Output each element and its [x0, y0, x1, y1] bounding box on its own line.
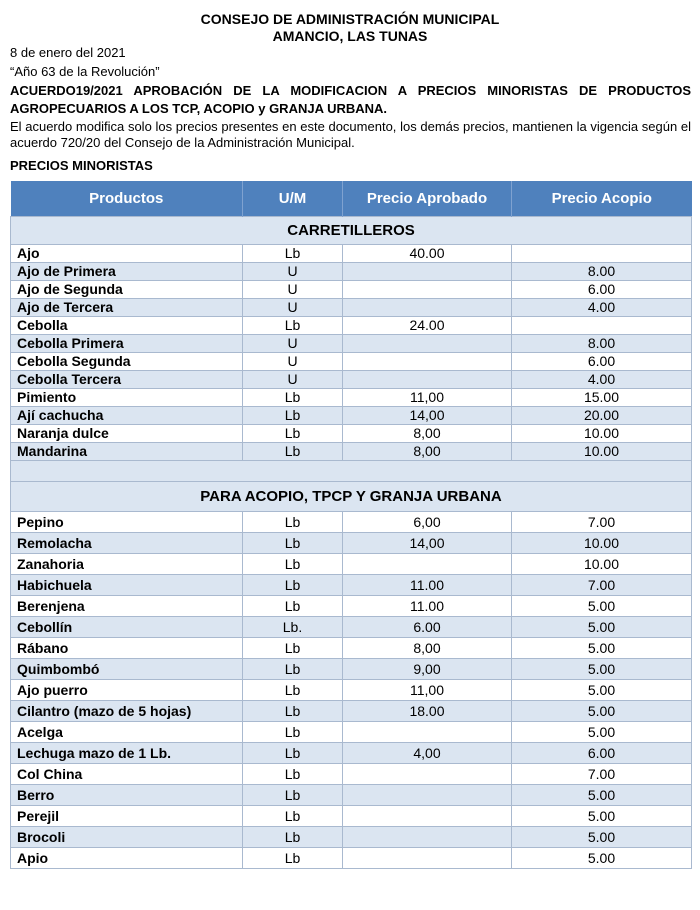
table-row — [11, 827, 692, 848]
price-table — [10, 181, 692, 869]
product-name: Ajo de Primera — [11, 263, 243, 281]
document-date: 8 de enero del 2021 — [10, 45, 126, 60]
table-row — [11, 785, 692, 806]
collection-price — [512, 245, 692, 263]
agreement-title: ACUERDO19/2021 APROBACIÓN DE LA MODIFICACION A PRECIOS MINORISTAS DE PRODUCTOS AGROPECUARIOS A LOS TCP, ACOPIO y GRANJA URBANA. — [10, 83, 691, 116]
product-name: Remolacha — [11, 533, 243, 554]
unit: Lb — [243, 680, 343, 701]
council-title: CONSEJO DE ADMINISTRACIÓN MUNICIPAL — [200, 11, 500, 27]
carretilleros-section — [11, 217, 692, 461]
product-name: Ajo de Tercera — [11, 299, 243, 317]
approved-price: 18.00 — [343, 701, 512, 722]
table-row — [11, 533, 692, 554]
unit: U — [243, 281, 343, 299]
unit: U — [243, 299, 343, 317]
collection-price: 10.00 — [512, 443, 692, 461]
approved-price: 11.00 — [343, 596, 512, 617]
table-row — [11, 353, 692, 371]
table-row — [11, 806, 692, 827]
collection-price: 5.00 — [512, 848, 692, 869]
collection-price: 4.00 — [512, 299, 692, 317]
product-name: Brocoli — [11, 827, 243, 848]
product-name: Cilantro (mazo de 5 hojas) — [11, 701, 243, 722]
collection-price: 10.00 — [512, 554, 692, 575]
table-row — [11, 245, 692, 263]
header-unit: U/M — [243, 181, 343, 217]
approved-price — [343, 848, 512, 869]
table-row — [11, 575, 692, 596]
unit: Lb — [243, 575, 343, 596]
approved-price — [343, 785, 512, 806]
unit: U — [243, 263, 343, 281]
approved-price: 24.00 — [343, 317, 512, 335]
approved-price: 8,00 — [343, 443, 512, 461]
unit: Lb — [243, 764, 343, 785]
table-row — [11, 317, 692, 335]
table-row — [11, 371, 692, 389]
collection-price: 10.00 — [512, 425, 692, 443]
product-name: Cebolla — [11, 317, 243, 335]
unit: Lb — [243, 554, 343, 575]
unit: Lb — [243, 659, 343, 680]
approved-price — [343, 722, 512, 743]
unit: U — [243, 335, 343, 353]
unit: Lb — [243, 443, 343, 461]
approved-price: 8,00 — [343, 425, 512, 443]
unit: U — [243, 371, 343, 389]
table-header-row — [11, 181, 692, 217]
approved-price — [343, 764, 512, 785]
unit: U — [243, 353, 343, 371]
product-name: Ajo puerro — [11, 680, 243, 701]
table-row — [11, 764, 692, 785]
table-row — [11, 617, 692, 638]
collection-price: 7.00 — [512, 575, 692, 596]
table-row — [11, 407, 692, 425]
product-name: Pimiento — [11, 389, 243, 407]
unit: Lb — [243, 848, 343, 869]
product-name: Ajo — [11, 245, 243, 263]
unit: Lb — [243, 722, 343, 743]
collection-price: 5.00 — [512, 680, 692, 701]
unit: Lb — [243, 389, 343, 407]
product-name: Perejil — [11, 806, 243, 827]
product-name: Zanahoria — [11, 554, 243, 575]
approved-price — [343, 353, 512, 371]
unit: Lb — [243, 407, 343, 425]
table-row — [11, 389, 692, 407]
unit: Lb — [243, 638, 343, 659]
unit: Lb — [243, 245, 343, 263]
approved-price: 14,00 — [343, 407, 512, 425]
approved-price — [343, 827, 512, 848]
approved-price — [343, 299, 512, 317]
collection-price: 10.00 — [512, 533, 692, 554]
collection-price: 5.00 — [512, 659, 692, 680]
approved-price — [343, 263, 512, 281]
collection-price: 7.00 — [512, 764, 692, 785]
collection-price: 5.00 — [512, 785, 692, 806]
product-name: Cebolla Primera — [11, 335, 243, 353]
collection-price: 20.00 — [512, 407, 692, 425]
table-row — [11, 722, 692, 743]
table-row — [11, 425, 692, 443]
unit: Lb — [243, 701, 343, 722]
group-header-carretilleros — [11, 217, 692, 245]
header-products: Productos — [11, 181, 243, 217]
municipality-title: AMANCIO, LAS TUNAS — [272, 28, 428, 44]
unit: Lb — [243, 785, 343, 806]
product-name: Acelga — [11, 722, 243, 743]
collection-price: 5.00 — [512, 617, 692, 638]
approved-price: 14,00 — [343, 533, 512, 554]
collection-price: 4.00 — [512, 371, 692, 389]
product-name: Naranja dulce — [11, 425, 243, 443]
table-row — [11, 848, 692, 869]
table-row — [11, 512, 692, 533]
product-name: Ajo de Segunda — [11, 281, 243, 299]
header-approved-price: Precio Aprobado — [343, 181, 512, 217]
unit: Lb — [243, 806, 343, 827]
approved-price — [343, 371, 512, 389]
collection-price: 5.00 — [512, 827, 692, 848]
group-title: CARRETILLEROS — [11, 217, 692, 245]
product-name: Mandarina — [11, 443, 243, 461]
unit: Lb — [243, 827, 343, 848]
approved-price — [343, 281, 512, 299]
product-name: Col China — [11, 764, 243, 785]
approved-price: 11,00 — [343, 389, 512, 407]
collection-price: 7.00 — [512, 512, 692, 533]
approved-price — [343, 554, 512, 575]
collection-price: 15.00 — [512, 389, 692, 407]
approved-price: 4,00 — [343, 743, 512, 764]
collection-price: 5.00 — [512, 806, 692, 827]
unit: Lb — [243, 425, 343, 443]
approved-price — [343, 806, 512, 827]
unit: Lb. — [243, 617, 343, 638]
table-row — [11, 335, 692, 353]
unit: Lb — [243, 743, 343, 764]
collection-price: 6.00 — [512, 743, 692, 764]
collection-price: 5.00 — [512, 638, 692, 659]
acopio-section — [11, 461, 692, 869]
collection-price: 5.00 — [512, 722, 692, 743]
section-spacer — [11, 461, 692, 482]
approved-price: 40.00 — [343, 245, 512, 263]
product-name: Habichuela — [11, 575, 243, 596]
unit: Lb — [243, 317, 343, 335]
collection-price — [512, 317, 692, 335]
approved-price: 11,00 — [343, 680, 512, 701]
table-row — [11, 701, 692, 722]
approved-price: 6,00 — [343, 512, 512, 533]
unit: Lb — [243, 533, 343, 554]
section-title: PRECIOS MINORISTAS — [10, 158, 153, 173]
header-collection-price: Precio Acopio — [512, 181, 692, 217]
product-name: Pepino — [11, 512, 243, 533]
unit: Lb — [243, 512, 343, 533]
table-row — [11, 596, 692, 617]
approved-price: 8,00 — [343, 638, 512, 659]
approved-price: 11.00 — [343, 575, 512, 596]
product-name: Lechuga mazo de 1 Lb. — [11, 743, 243, 764]
table-row — [11, 638, 692, 659]
group-header-acopio — [11, 482, 692, 512]
collection-price: 6.00 — [512, 353, 692, 371]
product-name: Rábano — [11, 638, 243, 659]
collection-price: 5.00 — [512, 701, 692, 722]
product-name: Ají cachucha — [11, 407, 243, 425]
agreement-description: El acuerdo modifica solo los precios presentes en este documento, los demás precios, mantienen la vigencia según el acuerdo 720/20 del Consejo de la Administración Municipal. — [10, 119, 691, 150]
product-name: Apio — [11, 848, 243, 869]
collection-price: 5.00 — [512, 596, 692, 617]
product-name: Cebolla Segunda — [11, 353, 243, 371]
product-name: Berenjena — [11, 596, 243, 617]
table-row — [11, 659, 692, 680]
collection-price: 8.00 — [512, 263, 692, 281]
table-row — [11, 443, 692, 461]
group-title: PARA ACOPIO, TPCP Y GRANJA URBANA — [11, 482, 692, 512]
product-name: Berro — [11, 785, 243, 806]
table-row — [11, 743, 692, 764]
product-name: Quimbombó — [11, 659, 243, 680]
table-row — [11, 263, 692, 281]
table-row — [11, 299, 692, 317]
product-name: Cebollín — [11, 617, 243, 638]
table-row — [11, 680, 692, 701]
collection-price: 8.00 — [512, 335, 692, 353]
approved-price — [343, 335, 512, 353]
table-row — [11, 281, 692, 299]
table-row — [11, 554, 692, 575]
collection-price: 6.00 — [512, 281, 692, 299]
approved-price: 6.00 — [343, 617, 512, 638]
unit: Lb — [243, 596, 343, 617]
approved-price: 9,00 — [343, 659, 512, 680]
year-motto: “Año 63 de la Revolución” — [10, 64, 160, 79]
product-name: Cebolla Tercera — [11, 371, 243, 389]
